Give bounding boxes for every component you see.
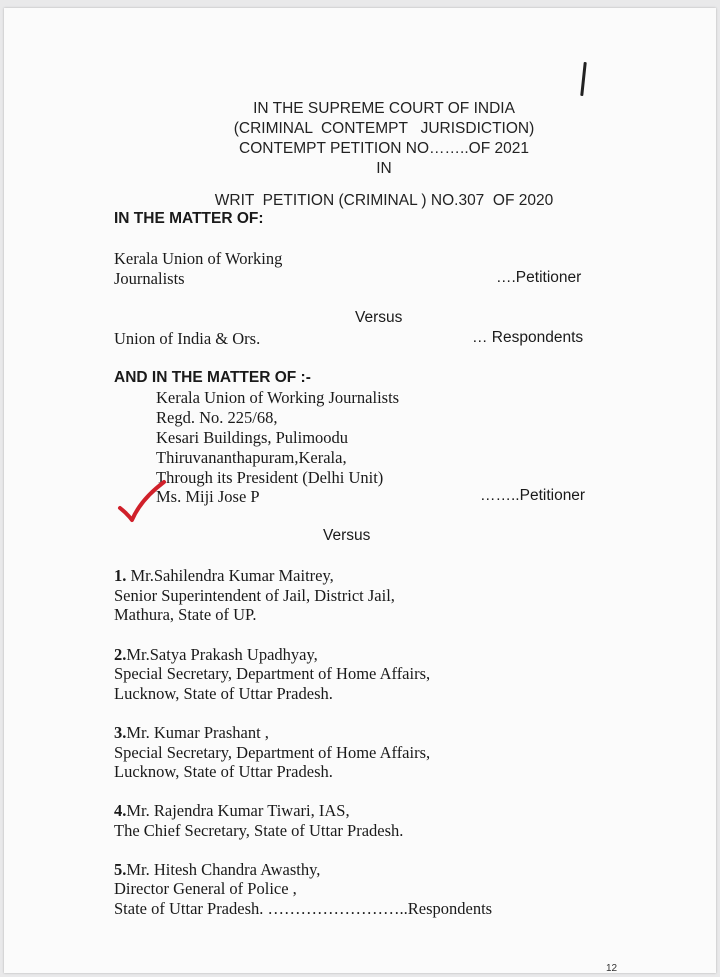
heading-in: IN [376,160,392,177]
respondent-4-line1: 4.Mr. Rajendra Kumar Tiwari, IAS, [114,801,350,820]
matter-1-versus: Versus [355,309,403,326]
matter-1-respondent: Union of India & Ors. [114,329,261,348]
address-line: Kerala Union of Working Journalists [156,388,400,407]
jurisdiction: (CRIMINAL CONTEMPT JURISDICTION) [233,120,535,137]
respondent-2-line1: 2.Mr.Satya Prakash Upadhyay, [114,645,318,664]
matter-1-petitioner-role: ….Petitioner [496,269,582,286]
address-line: Through its President (Delhi Unit) [156,468,384,487]
respondent-3-line3: Lucknow, State of Uttar Pradesh. [114,762,333,781]
court-name: IN THE SUPREME COURT OF INDIA [253,100,515,117]
address-line: Thiruvananthapuram,Kerala, [156,448,347,467]
respondent-number: 5. [114,860,127,879]
red-check-mark-icon [116,478,168,526]
page-number: 12 [606,963,618,974]
respondent-number: 1. [114,566,127,585]
respondent-2-line3: Lucknow, State of Uttar Pradesh. [114,684,333,703]
matter-1-petitioner-line2: Journalists [114,269,185,288]
address-line: Regd. No. 225/68, [156,408,278,427]
writ-petition-no: WRIT PETITION (CRIMINAL ) NO.307 OF 2020 [214,192,554,209]
matter-2-versus: Versus [323,527,371,544]
respondent-number: 4. [114,801,127,820]
matter-1-heading: IN THE MATTER OF: [114,210,264,227]
document-page [4,8,716,973]
address-line: Ms. Miji Jose P [156,487,260,506]
matter-2-petitioner-role: ……..Petitioner [480,487,586,504]
matter-1-respondent-role: … Respondents [472,329,584,346]
respondent-4-line2: The Chief Secretary, State of Uttar Pradesh. [114,821,404,840]
respondent-1-line3: Mathura, State of UP. [114,605,257,624]
respondent-number: 2. [114,645,127,664]
respondent-2-line2: Special Secretary, Department of Home Affairs, [114,664,431,683]
respondent-1-line2: Senior Superintendent of Jail, District Jail, [114,586,395,605]
case-heading [4,99,720,211]
matter-1-petitioner-line1: Kerala Union of Working [114,249,283,268]
respondent-5-line3: State of Uttar Pradesh. ……………………..Respondents [114,899,493,918]
contempt-petition-no: CONTEMPT PETITION NO……..OF 2021 [239,140,529,157]
handwritten-tick-mark [580,62,587,96]
respondent-5-line1: 5.Mr. Hitesh Chandra Awasthy, [114,860,321,879]
respondent-number: 3. [114,723,127,742]
respondent-1-line1: 1. Mr.Sahilendra Kumar Maitrey, [114,566,334,585]
respondent-3-line1: 3.Mr. Kumar Prashant , [114,723,269,742]
respondent-3-line2: Special Secretary, Department of Home Affairs, [114,743,431,762]
address-line: Kesari Buildings, Pulimoodu [156,428,349,447]
respondent-5-line2: Director General of Police , [114,879,297,898]
matter-2-heading: AND IN THE MATTER OF :- [114,369,311,386]
